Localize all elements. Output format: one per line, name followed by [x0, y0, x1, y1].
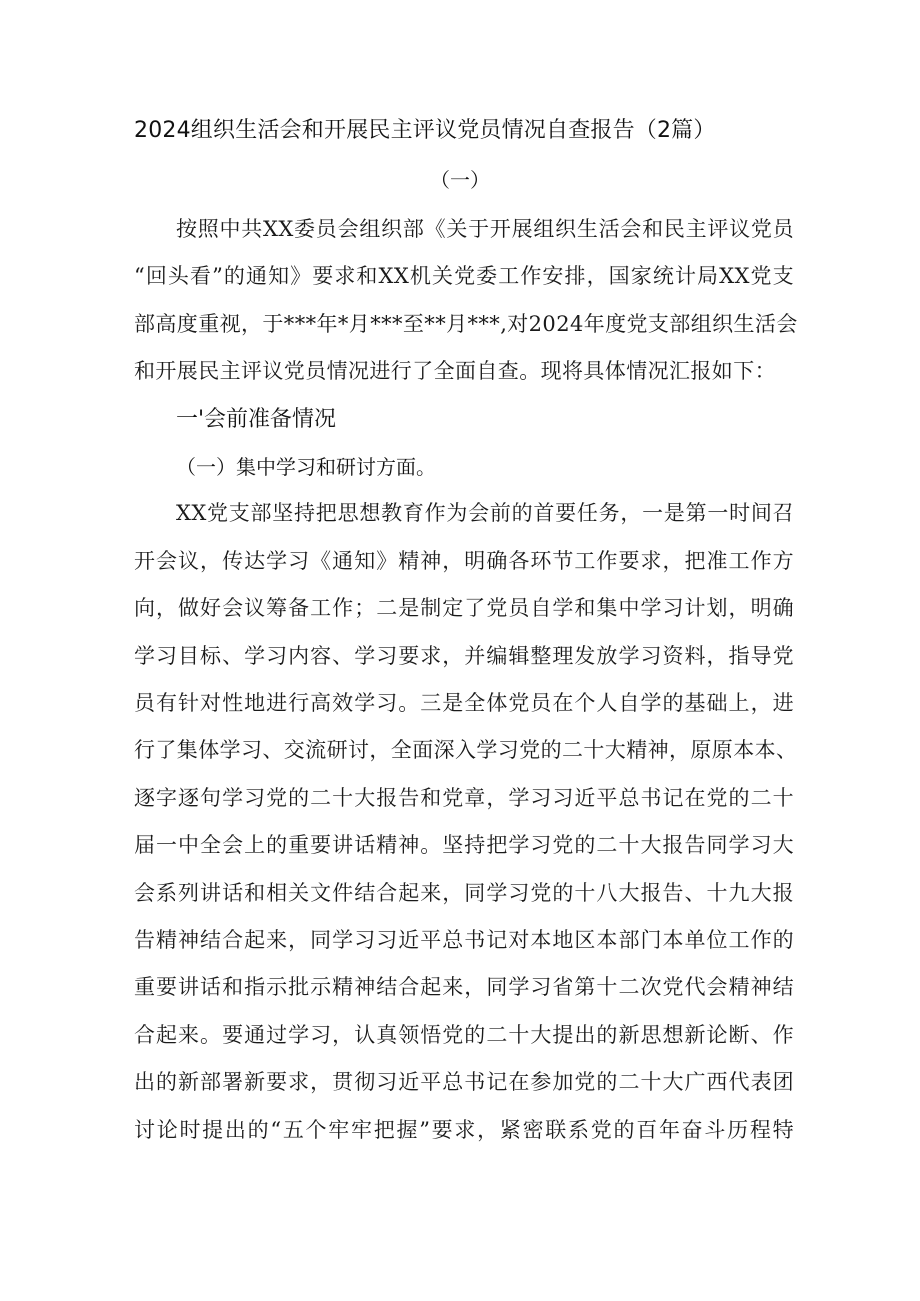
body-line-13: 出的新部署新要求，贯彻习近平总书记在参加党的二十大广西代表团	[134, 1070, 794, 1094]
body-line-11: 重要讲话和指示批示精神结合起来，同学习省第十二次党代会精神结	[134, 975, 794, 999]
body-line-5: 员有针对性地进行高效学习。三是全体党员在个人自学的基础上，进	[134, 691, 794, 715]
part-label: （一）	[430, 168, 490, 192]
body-line-6: 行了集体学习、交流研讨，全面深入学习党的二十大精神，原原本本、	[134, 738, 798, 762]
body-line-2: 开会议，传达学习《通知》精神，明确各环节工作要求，把准工作方	[134, 549, 794, 573]
body-line-3: 向，做好会议筹备工作；二是制定了党员自学和集中学习计划，明确	[134, 596, 794, 620]
body-line-10: 告精神结合起来，同学习习近平总书记对本地区本部门本单位工作的	[134, 928, 794, 952]
body-line-14: 讨论时提出的“五个牢牢把握”要求，紧密联系党的百年奋斗历程特	[134, 1118, 794, 1142]
intro-line-2: “回头看”的通知》要求和XX机关党委工作安排，国家统计局XX党支	[134, 264, 794, 288]
intro-line-3: 部高度重视，于***年*月***至**月***,对2024年度党支部组织生活会	[134, 312, 798, 336]
body-line-7: 逐字逐句学习党的二十大报告和党章，学习习近平总书记在党的二十	[134, 786, 794, 810]
body-line-12: 合起来。要通过学习，认真领悟党的二十大提出的新思想新论断、作	[134, 1023, 794, 1047]
subsection-heading: （一）集中学习和研讨方面。	[176, 455, 436, 479]
intro-line-4: 和开展民主评议党员情况进行了全面自查。现将具体情况汇报如下：	[134, 359, 776, 383]
document-title: 2024组织生活会和开展民主评议党员情况自查报告（2篇）	[134, 118, 716, 143]
body-line-9: 会系列讲话和相关文件结合起来，同学习党的十八大报告、十九大报	[134, 881, 794, 905]
body-line-1: XX党支部坚持把思想教育作为会前的首要任务，一是第一时间召	[176, 501, 794, 525]
section-heading: 一'会前准备情况	[176, 407, 337, 432]
body-line-4: 学习目标、学习内容、学习要求，并编辑整理发放学习资料，指导党	[134, 644, 794, 668]
body-line-8: 届一中全会上的重要讲话精神。坚持把学习党的二十大报告同学习大	[134, 833, 794, 857]
intro-line-1: 按照中共XX委员会组织部《关于开展组织生活会和民主评议党员	[176, 217, 794, 241]
